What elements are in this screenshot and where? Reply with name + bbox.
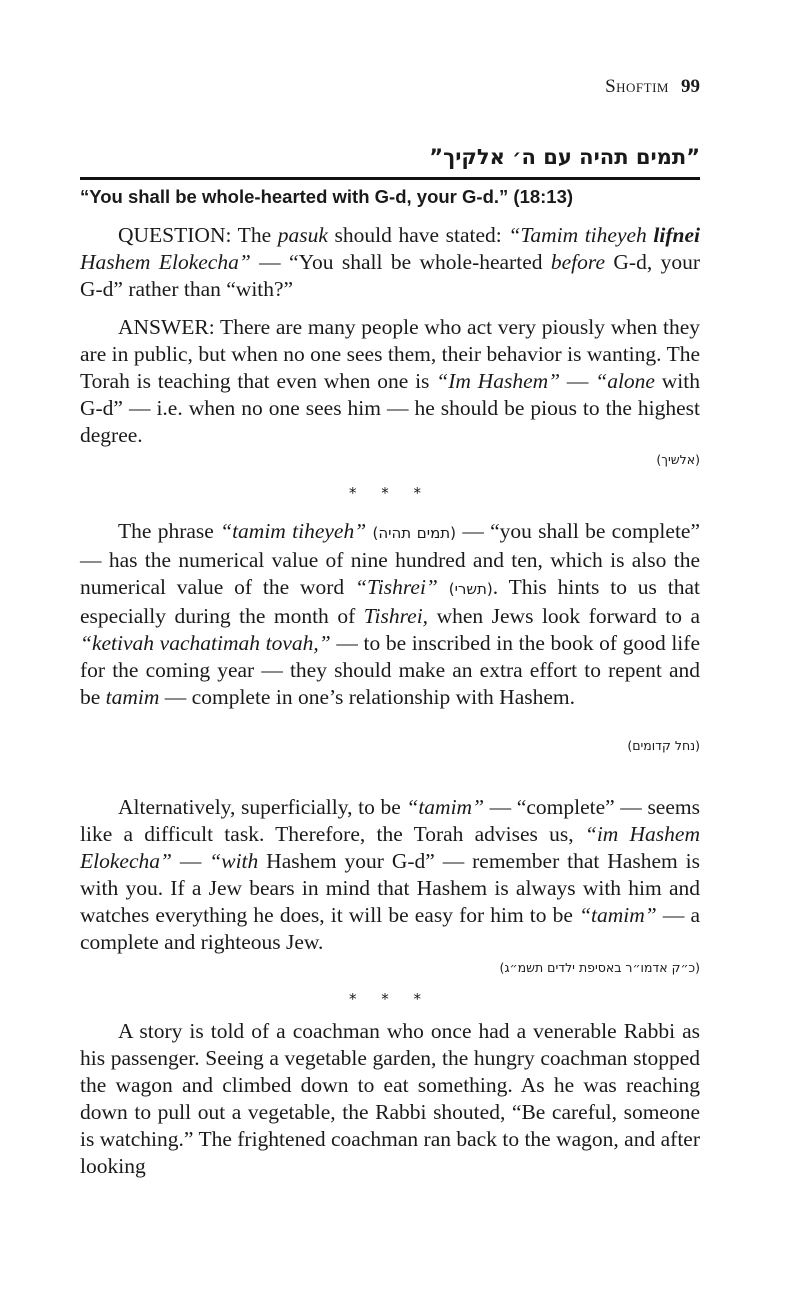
- question-paragraph: QUESTION: The pasuk should have stated: “Tamim tiheyeh lifnei Hashem Elokecha” — “You shall be whole-hearted before G-d, your G-d” rather than “with?”: [80, 223, 701, 301]
- english-heading: “You shall be whole-hearted with G-d, your G-d.” (18:13): [80, 186, 574, 207]
- page-number: 99: [681, 76, 700, 97]
- source-citation-3: (כ״ק אדמו״ר באסיפת ילדים תשמ״ג): [499, 960, 700, 975]
- running-title: Shoftim: [605, 76, 669, 97]
- alternatively-paragraph: Alternatively, superficially, to be “tamim” — “complete” — seems like a difficult task. Therefore, the Torah advises us, “im Hashem Elokecha” — “with Hashem your G-d” — remember that Hashem is with you. If a Jew bears in mind that Hashem is always with him and watches everything he does, it will be easy for him to be “tamim” — a complete and righteous Jew.: [80, 795, 701, 954]
- hebrew-heading: ”תמים תהיה עם ה׳ אלקיך”: [429, 145, 700, 169]
- heading-rule: [80, 177, 700, 180]
- source-citation-1: (אלשיך): [656, 452, 700, 467]
- section-divider-2: * * *: [348, 990, 432, 1008]
- coachman-story-paragraph: A story is told of a coachman who once had a venerable Rabbi as his passenger. Seeing a vegetable garden, the hungry coachman stopped the wagon and climbed down to eat something. As he was reaching down to pull out a vegetable, the Rabbi shouted, “Be careful, someone is watching.” The frightened coachman ran back to the wagon, and after looking: [80, 1019, 700, 1178]
- running-head: [605, 76, 700, 98]
- answer-paragraph: ANSWER: There are many people who act very piously when they are in public, but when no one sees them, their behavior is wanting. The Torah is teaching that even when one is “Im Hashem” — “alone with G-d” — i.e. when no one sees him — he should be pious to the highest degree.: [80, 315, 700, 447]
- section-divider-1: * * *: [348, 484, 432, 502]
- tishrei-paragraph: The phrase “tamim tiheyeh” (תמים תהיה) — “you shall be complete” — has the numerical value of nine hundred and ten, which is also the numerical value of the word “Tishrei” (תשרי). This hints to us that especially during the month of Tishrei, when Jews look forward to a “ketivah vachatimah tovah,” — to be inscribed in the book of good life for the coming year — they should make an extra effort to repent and be tamim — complete in one’s relationship with Hashem.: [80, 519, 701, 709]
- source-citation-2: (נחל קדומים): [627, 738, 700, 753]
